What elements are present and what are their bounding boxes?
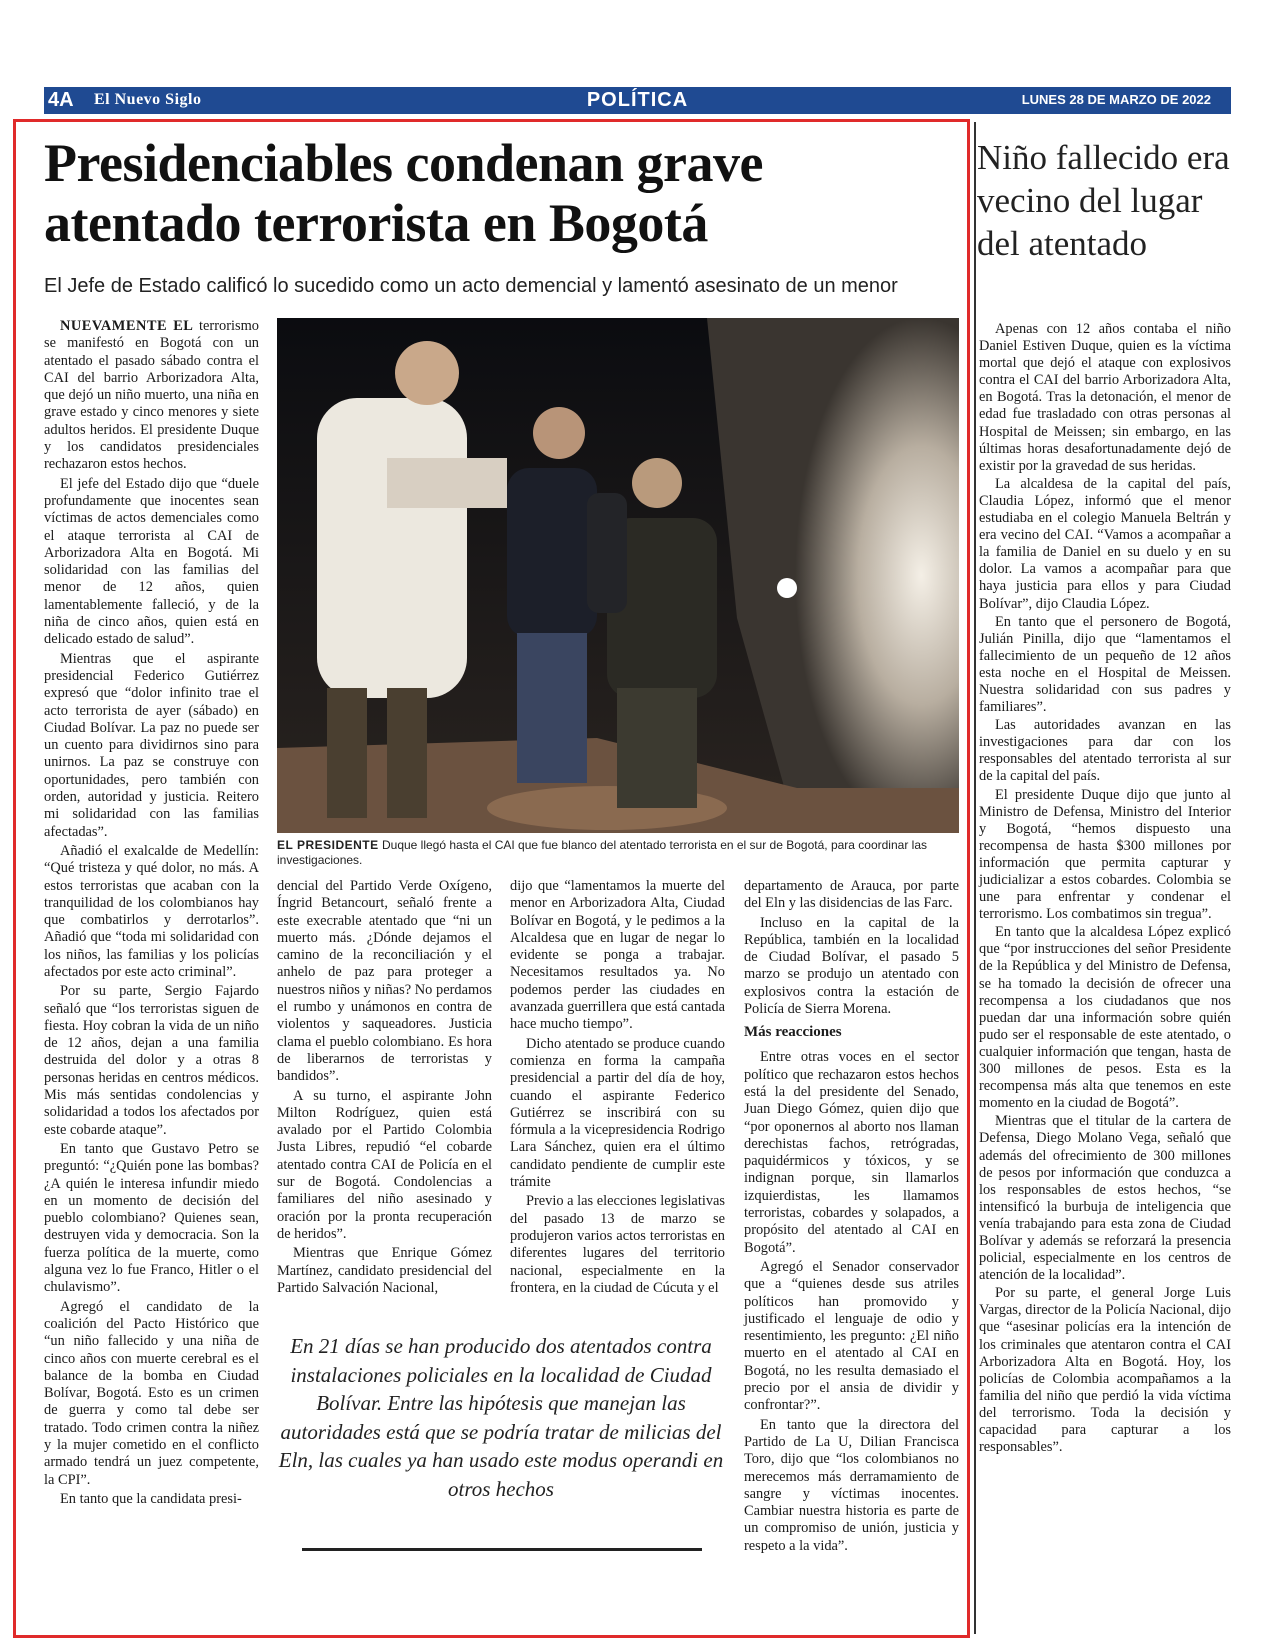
caption-text: Duque llegó hasta el CAI que fue blanco del atentado terrorista en el sur de Bogotá, para coordinar las investigaciones. (277, 838, 927, 867)
paragraph: En tanto que la directora del Partido de La U, Dilian Francisca Toro, dijo que “los colombianos no merecemos más derramamiento de sangre y víctimas inocentes. Cambiar nuestra historia es parte de un compromiso de unión, justicia y respeto a la vida”. (744, 1416, 959, 1554)
article-photo (277, 318, 959, 833)
paragraph: Mientras que el aspirante presidencial Federico Gutiérrez expresó que “dolor infinito trae el acto terrorista de ayer (sábado) en Ciudad Bolívar. La paz no puede ser un cuento para dividirnos sino para unirnos. La paz se construye con oportunidades, pero también con orden, autoridad y justicia. Reitero mi solidaridad con las familias afectadas”. (44, 650, 259, 840)
paragraph: Mientras que el titular de la cartera de Defensa, Diego Molano Vega, señaló que además del ofrecimiento de 300 millones de pesos por información que conduzca a los responsables de estos hechos, “se intensificó la burbuja de inteligencia que venía trabajando para esta zona de Ciudad Bolívar y además se reforzará la presencia policial, especialmente en los centros de atención de la localidad”. (979, 1113, 1231, 1284)
paragraph: El jefe del Estado dijo que “duele profundamente que inocentes sean víctimas de actos demenciales como el ataque terrorista al CAI de Arborizadora Alta en Bogotá. Mi solidaridad con las familias del menor de 12 años, quien lamentablemente falleció, y de la niña de cinco años, quien está en delicado estado de salud”. (44, 475, 259, 648)
paragraph: Agregó el candidato de la coalición del Pacto Histórico que “un niño fallecido y una niña de cinco años con muerte cerebral es el balance de la bomba en Ciudad Bolívar, Bogotá. Esto es un crimen de guerra y como tal debe ser tratado. Todo crimen contra la niñez y la mujer cometido en el conflicto armado tendrá un juez competente, la CPI”. (44, 1298, 259, 1488)
page-header-bar (44, 87, 1231, 114)
paragraph: Previo a las elecciones legislativas del pasado 13 de marzo se produjeron varios actos terroristas en diferentes lugares del territorio nacional, especialmente en la frontera, en la ciudad de Cúcuta y el (510, 1193, 726, 1296)
paragraph: A su turno, el aspirante John Milton Rodríguez, quien está avalado por el Partido Colombia Justa Libres, repudió “el cobarde atentado contra CAI de Policía en el sur de Bogotá. Condolencias a familiares del niño asesinado y oración por la pronta recuperación de heridos”. (277, 1087, 492, 1242)
paragraph: Por su parte, el general Jorge Luis Vargas, director de la Policía Nacional, dijo que “asesinar policías era la intención de los criminales que atentaron contra el CAI Arborizadora Alta en Bogotá. Hoy, los policías de Colombia acompañamos a la familia del niño que perdió la vida víctima del terrorismo. Toda la decisión y capacidad para capturar a los responsables”. (979, 1285, 1231, 1456)
lead-text: terrorismo se manifestó en Bogotá con un atentado el pasado sábado contra el CAI del barrio Arborizadora Alta, que dejó un niño muerto, una niña en grave estado y cinco menores y siete adultos heridos. El presidente Duque y los candidatos presidenciales rechazaron estos hechos. (44, 318, 259, 473)
paragraph: Añadió el exalcalde de Medellín: “Qué tristeza y qué dolor, no más. A estos terroristas que acaban con la tranquilidad de los colombianos hay que combatirlos y derrotarlos”. Añadió que “toda mi solidaridad con los niños, las familias y los policías afectados por este acto criminal”. (44, 842, 259, 980)
paragraph: La alcaldesa de la capital del país, Claudia López, informó que el menor estudiaba en el colegio Manuela Beltrán y era vecino del CAI. “Vamos a acompañar a la familia de Daniel en su duelo y en su dolor. La vamos a acompañar para que haya justicia para ellos y para Ciudad Bolívar”, dijo Claudia López. (979, 475, 1231, 612)
paragraph: dijo que “lamentamos la muerte del menor en Arborizadora Alta, Ciudad Bolívar en Bogotá, y le pedimos a la Alcaldesa que en lugar de negar lo evidente se ponga a trabajar. Necesitamos resultados ya. No podemos perder las ciudades en avanzada guerrillera que está cantada hace mucho tiempo”. (510, 878, 725, 1033)
newspaper-name: El Nuevo Siglo (94, 91, 202, 108)
article-column-4 (744, 878, 959, 1557)
paragraph: En tanto que la alcaldesa López explicó que “por instrucciones del señor Presidente de la República y del Ministro de Defensa, se ha tomado la decisión de ofrecer una recompensa a los ciudadanos que nos puedan dar una información sobre quién pudo ser el responsable de este atentado, o cualquier información que tengan, hasta de 300 millones de pesos. Esta es la recompensa más alta que tenemos en este momento en la ciudad de Bogotá”. (979, 924, 1231, 1112)
article-column-2 (277, 878, 492, 1299)
column-divider (974, 122, 976, 1634)
paragraph: El presidente Duque dijo que junto al Ministro de Defensa, Ministro del Interior y Bogotá, “hemos dispuesto una recompensa de hasta $300 millones por información que permita capturar y judicializar a estos cobardes. Colombia se une para enfrentar y condenar el terrorismo. Los combatimos sin tregua”. (979, 786, 1231, 923)
sidebar-headline: Niño fallecido era vecino del lugar del atentado (977, 138, 1230, 263)
paragraph: En tanto que Gustavo Petro se preguntó: “¿Quién pone las bombas? ¿A quién le interesa infundir miedo en un momento de decisión del pueblo colombiano? Quienes sean, destruyen vida y democracia. Son la fuerza política de la muerte, como alguna vez lo fue Franco, Hitler o el chulavismo”. (44, 1140, 259, 1296)
paragraph: Las autoridades avanzan en las investigaciones para dar con los responsables del atentado terrorista al sur de la capital del país. (979, 717, 1231, 785)
pull-quote: En 21 días se han producido dos atentados contra instalaciones policiales en la localidad de Ciudad Bolívar. Entre las hipótesis que manejan las autoridades está que se podría tratar de milicias del Eln, las cuales ya han usado este modus operandi en otros hechos (278, 1334, 724, 1501)
paragraph: Mientras que Enrique Gómez Martínez, candidato presidencial del Partido Salvación Nacional, (277, 1245, 492, 1296)
article-headline: Presidenciables condenan grave atentado terrorista en Bogotá (44, 133, 763, 253)
photo-caption (277, 838, 957, 868)
paragraph: En tanto que el personero de Bogotá, Julián Pinilla, dijo que “lamentamos el fallecimiento de un pequeño de 12 años esta noche en el Hospital de Meissen. Nuestra solidaridad con sus padres y familiares”. (979, 613, 1231, 716)
issue-date: LUNES 28 DE MARZO DE 2022 (1021, 92, 1211, 107)
caption-lead: EL PRESIDENTE (277, 838, 379, 852)
article-column-1 (44, 318, 259, 1510)
lead-caps: NUEVAMENTE EL (60, 318, 194, 334)
photo-illustration (277, 318, 959, 833)
sidebar-column (979, 321, 1231, 1457)
subheading: Más reacciones (744, 1024, 842, 1041)
paragraph: Entre otras voces en el sector político que rechazaron estos hechos está la del presidente del Senado, Juan Diego Gómez, quien dijo que “por oponernos al aborto nos llaman derechistas fachos, retrógradas, paquidérmicos y tóxicos, y se indignan porque, sin llamarlos izquierdistas, les llamamos terroristas, cobardes y solapados, a propósito del atentado al CAI en Bogotá”. (744, 1049, 959, 1256)
lead-paragraph (44, 318, 259, 474)
paragraph: En tanto que la candidata presi- (60, 1490, 242, 1507)
page-number: 4A (48, 89, 74, 111)
paragraph: dencial del Partido Verde Oxígeno, Íngrid Betancourt, señaló frente a este execrable atentado que “ni un muerto más. ¿Dónde dejamos el camino de la reconciliación y el anhelo de paz para proteger a nuestros niños y niñas? No perdamos el rumbo y unámonos en contra de violentos y saqueadores. Justicia clama el pueblo colombiano. Es hora de liberarnos de terroristas y bandidos”. (277, 878, 492, 1085)
paragraph: Agregó el Senador conservador que a “quienes desde sus atriles políticos han promovido y justificado el lenguaje de odio y resentimiento, les pregunto: ¿El niño muerto en el atentado al CAI en Bogotá, no les resulta demasiado el precio por el ansia de dividir y confrontar?”. (744, 1258, 959, 1414)
pull-quote-rule (302, 1548, 702, 1551)
paragraph: Incluso en la capital de la República, también en la localidad de Ciudad Bolívar, el pasado 5 marzo se produjo un atentado con explosivos contra la estación de Policía de Sierra Morena. (744, 914, 959, 1018)
section-title: POLÍTICA (586, 89, 689, 111)
paragraph: Apenas con 12 años contaba el niño Daniel Estiven Duque, quien es la víctima mortal que dejó el ataque con explosivos contra el CAI del barrio Arborizadora Alta, en Bogotá. Tras la detonación, el menor de edad fue trasladado con otras personas al Hospital de Meissen; sin embargo, en las últimas horas desafortunadamente dejó de existir por la gravedad de sus heridas. (979, 321, 1231, 474)
article-column-3 (510, 878, 725, 1299)
paragraph: Dicho atentado se produce cuando comienza en forma la campaña presidencial a partir del día de hoy, cuando el aspirante Federico Gutiérrez se inscribirá con su fórmula a la vicepresidencia Rodrigo Lara Sánchez, quien era el último candidato pendiente de cumplir este trámite (510, 1035, 725, 1191)
paragraph: departamento de Arauca, por parte del Eln y las disidencias de las Farc. (744, 878, 959, 912)
article-subhead: El Jefe de Estado calificó lo sucedido como un acto demencial y lamentó asesinato de un menor (44, 275, 898, 297)
paragraph: Por su parte, Sergio Fajardo señaló que “los terroristas siguen de fiesta. Hoy cobran la vida de un niño de 12 años, dejan a una familia destruida del dolor y a otras 8 personas heridas en centros médicos. Mis más sentidas condolencias y solidaridad a todos los afectados por este cobarde ataque”. (44, 983, 259, 1138)
